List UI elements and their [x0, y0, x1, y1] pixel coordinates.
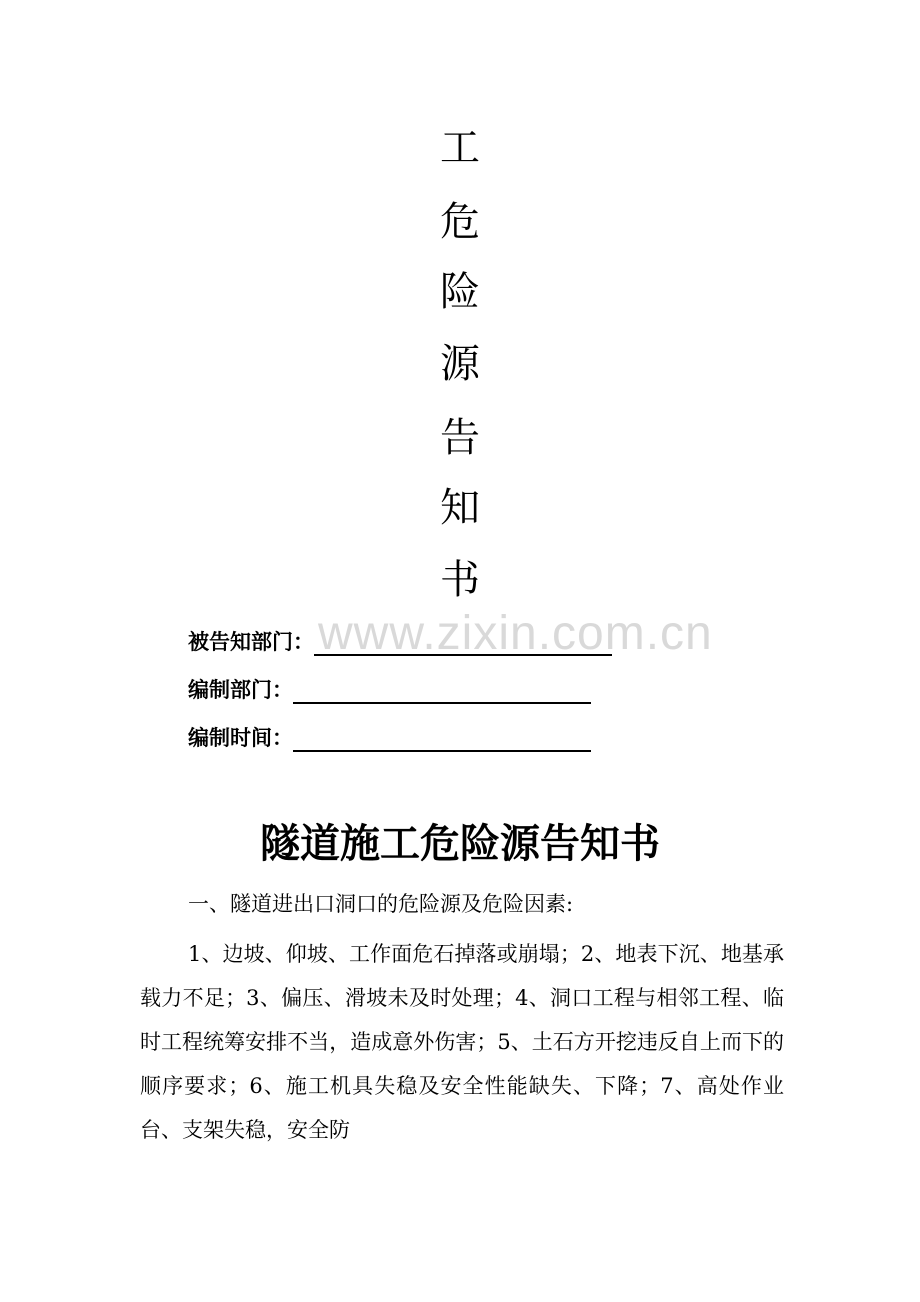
notified-department-field — [188, 624, 612, 656]
cover-title-char: 知 — [440, 485, 480, 531]
compiling-date-blank — [293, 720, 591, 752]
cover-title-char: 险 — [440, 269, 480, 315]
section-heading: 一、隧道进出口洞口的危险源及危险因素: — [188, 892, 574, 916]
compiling-department-blank — [293, 672, 591, 704]
cover-title-char: 源 — [440, 341, 480, 387]
cover-title-char: 危 — [440, 199, 480, 245]
notified-department-label: 被告知部门： — [188, 630, 314, 654]
watermark: www.zixin.com.cn — [318, 607, 713, 660]
cover-title-char: 书 — [440, 557, 480, 603]
body-paragraph: 1、边坡、仰坡、工作面危石掉落或崩塌；2、地表下沉、地基承载力不足；3、偏压、滑坡未及时处理；4、洞口工程与相邻工程、临时工程统筹安排不当，造成意外伤害；5、土石方开挖违反自上而下的顺序要求；6、施工机具失稳及安全性能缺失、下降；7、高处作业台、支架失稳，安全防 — [140, 942, 784, 1142]
compiling-department-label: 编制部门： — [188, 678, 293, 702]
notified-department-blank — [314, 624, 612, 656]
compiling-date-label: 编制时间： — [188, 726, 293, 750]
cover-title-char: 告 — [440, 415, 480, 461]
compiling-department-field — [188, 672, 591, 704]
compiling-date-field — [188, 720, 591, 752]
cover-title-char: 工 — [440, 125, 480, 171]
document-title: 隧道施工危险源告知书 — [260, 821, 660, 867]
